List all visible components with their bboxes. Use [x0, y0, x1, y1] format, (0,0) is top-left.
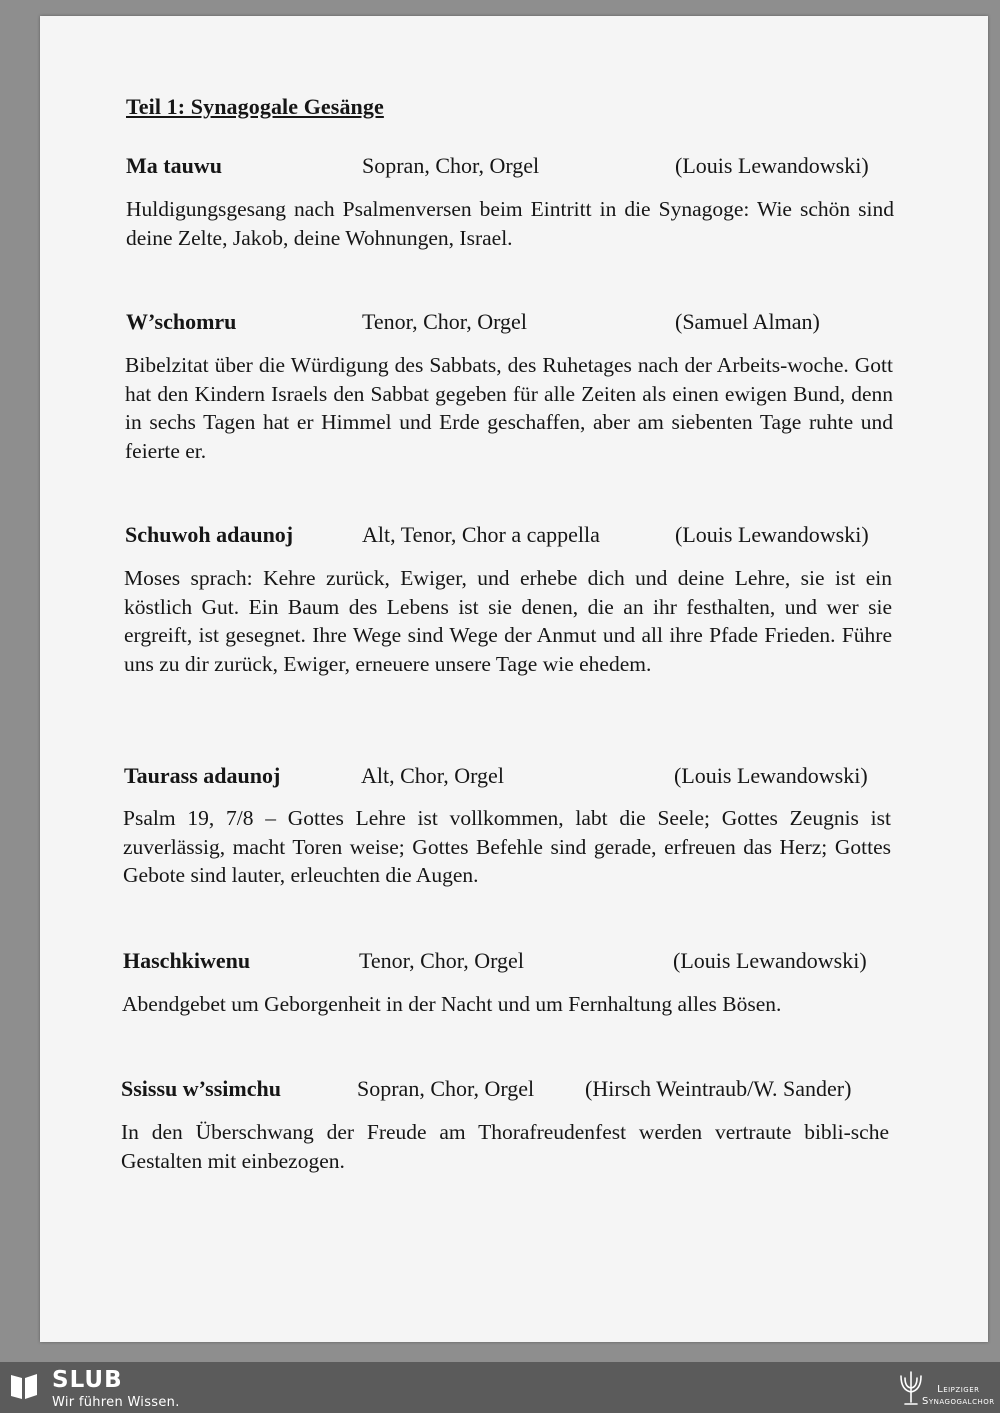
piece-description: Bibelzitat über die Würdigung des Sabbats, des Ruhetages nach der Arbeits-woche. Gott hat den Kindern Israels den Sabbat gegeben für alle Zeiten als einen ewigen Bund, denn in sechs Tagen hat er Himmel und Erde geschaffen, aber am siebenten Tage ruhte und feierte er.: [125, 353, 893, 463]
program-entry: [0, 948, 1000, 1016]
piece-description: Moses sprach: Kehre zurück, Ewiger, und erhebe dich und deine Lehre, sie ist ein köstlich Gut. Ein Baum des Lebens ist sie denen, die an ihr festhalten, und wer sie ergreift, ist gesegnet. Ihre Wege sind Wege der Anmut und all ihre Pfade Frieden. Führe uns zu dir zurück, Ewiger, erneuere unsere Tage wie ehedem.: [124, 566, 892, 676]
program-entry: [0, 153, 1000, 250]
piece-voices: Alt, Tenor, Chor a cappella: [362, 522, 600, 547]
piece-description: Abendgebet um Geborgenheit in der Nacht und um Fernhaltung alles Bösen.: [122, 992, 782, 1016]
program-entry: [0, 309, 1000, 463]
program-entry: [0, 522, 1000, 676]
piece-voices: Tenor, Chor, Orgel: [362, 309, 527, 334]
piece-title: Ma tauwu: [126, 153, 222, 178]
choir-name-line1: Leipziger: [937, 1384, 980, 1395]
piece-title: Taurass adaunoj: [124, 763, 281, 788]
piece-composer: (Louis Lewandowski): [675, 153, 869, 178]
choir-name-line2: Synagogalchor: [922, 1396, 995, 1407]
piece-description: Psalm 19, 7/8 – Gottes Lehre ist vollkommen, labt die Seele; Gottes Zeugnis ist zuverlässig, macht Toren weise; Gottes Befehle sind gerade, erfreuen das Herz; Gottes Gebote sind lauter, erleuchten die Augen.: [123, 806, 891, 888]
slub-book-icon: [8, 1371, 40, 1401]
piece-voices: Alt, Chor, Orgel: [361, 763, 504, 788]
piece-title: Haschkiwenu: [123, 948, 251, 973]
piece-composer: (Louis Lewandowski): [675, 522, 869, 547]
piece-title: Schuwoh adaunoj: [125, 522, 294, 547]
library-name: SLUB: [52, 1367, 123, 1393]
piece-composer: (Louis Lewandowski): [674, 763, 868, 788]
piece-description: In den Überschwang der Freude am Thorafreudenfest werden vertraute bibli-sche Gestalten mit einbezogen.: [121, 1120, 889, 1173]
library-tagline: Wir führen Wissen.: [52, 1395, 180, 1410]
piece-title: Ssissu w’ssimchu: [121, 1076, 281, 1101]
piece-voices: Sopran, Chor, Orgel: [362, 153, 540, 178]
page-heading: Teil 1: Synagogale Gesänge: [126, 94, 384, 119]
program-entry: [0, 763, 1000, 888]
piece-voices: Tenor, Chor, Orgel: [359, 948, 524, 973]
footer-bar: [0, 1362, 1000, 1413]
piece-composer: (Hirsch Weintraub/W. Sander): [585, 1076, 852, 1101]
piece-composer: (Louis Lewandowski): [673, 948, 867, 973]
choir-name: [922, 1384, 995, 1408]
program-entry: [0, 1076, 1000, 1173]
piece-composer: (Samuel Alman): [675, 309, 820, 334]
piece-title: W’schomru: [126, 309, 237, 334]
piece-description: Huldigungsgesang nach Psalmenversen beim Eintritt in die Synagoge: Wie schön sind deine Zelte, Jakob, deine Wohnungen, Israel.: [126, 197, 894, 250]
piece-voices: Sopran, Chor, Orgel: [357, 1076, 535, 1101]
